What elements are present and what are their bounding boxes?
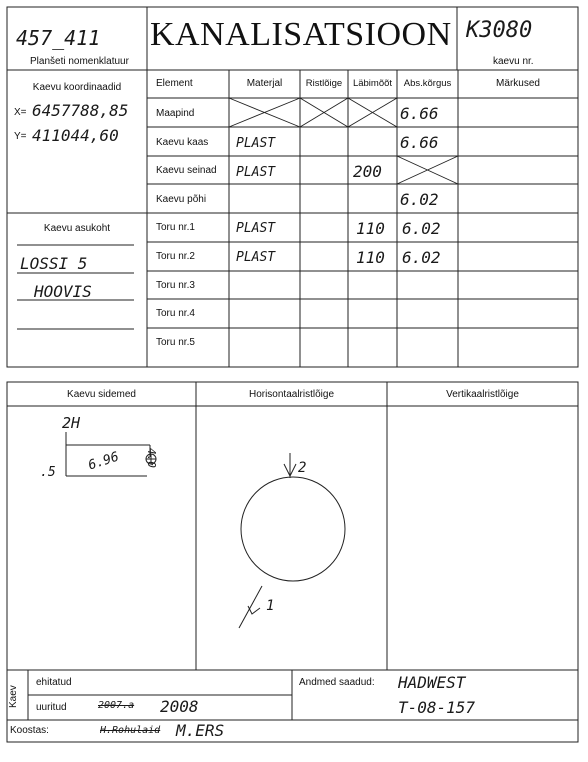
row-material: PLAST xyxy=(236,221,276,236)
row-material: PLAST xyxy=(236,250,276,265)
sheet-label: Planšeti nomenklatuur xyxy=(30,56,129,67)
ties-side-label: 4.0 xyxy=(145,448,158,468)
row-element: Toru nr.4 xyxy=(156,308,195,319)
col-header-element: Element xyxy=(156,78,193,89)
col-header-cross-section: Ristlõige xyxy=(305,78,343,89)
row-abs-height: 6.02 xyxy=(402,248,441,267)
row-element: Kaevu põhi xyxy=(156,194,207,205)
well-number: K3080 xyxy=(466,18,533,43)
data-from-company: HADWEST xyxy=(398,673,466,692)
row-abs-height: 6.66 xyxy=(400,104,439,123)
row-element: Kaevu seinad xyxy=(156,165,217,176)
col-header-material: Materjal xyxy=(246,78,283,89)
surveyed-year: 2008 xyxy=(160,697,199,716)
pipe-1-label: 1 xyxy=(266,598,275,614)
surveyed-old-year: 2007.a xyxy=(98,700,135,711)
page-title: KANALISATSIOON xyxy=(150,16,452,53)
well-side-label: Kaev xyxy=(8,685,19,708)
row-element: Kaevu kaas xyxy=(156,137,209,148)
ties-distance-label: 6.96 xyxy=(86,449,121,474)
well-label: kaevu nr. xyxy=(493,56,534,67)
x-prefix: X= xyxy=(14,107,27,118)
sheet-number: 457_411 xyxy=(16,26,101,50)
row-material: PLAST xyxy=(236,165,276,180)
vertical-section-label: Vertikaalristlõige xyxy=(446,389,519,400)
row-element: Toru nr.3 xyxy=(156,280,195,291)
location-line-1: LOSSI 5 xyxy=(20,254,88,273)
y-prefix: Y= xyxy=(14,131,27,142)
compiled-old-name: H.Rohulaid xyxy=(100,725,161,736)
col-header-notes: Märkused xyxy=(496,78,540,89)
row-element: Toru nr.1 xyxy=(156,222,195,233)
compiled-label: Koostas: xyxy=(10,725,49,736)
row-element: Toru nr.5 xyxy=(156,337,195,348)
data-from-code: T-08-157 xyxy=(398,698,476,717)
ties-label: Kaevu sidemed xyxy=(67,389,136,400)
ties-offset-label: .5 xyxy=(40,465,56,480)
col-header-diameter: Läbimõõt xyxy=(352,78,393,89)
data-from-label: Andmed saadud: xyxy=(299,677,375,688)
built-label: ehitatud xyxy=(36,677,72,688)
horizontal-section-label: Horisontaalristlõige xyxy=(248,389,335,400)
row-diameter: 110 xyxy=(356,248,385,267)
y-coordinate: 411044,60 xyxy=(32,126,119,145)
row-diameter: 200 xyxy=(353,162,382,181)
coordinates-label: Kaevu koordinaadid xyxy=(32,82,122,93)
location-label: Kaevu asukoht xyxy=(43,223,111,234)
row-abs-height: 6.02 xyxy=(402,219,441,238)
row-diameter: 110 xyxy=(356,219,385,238)
pipe-2-label: 2 xyxy=(298,460,307,476)
col-header-abs-height: Abs.kõrgus xyxy=(403,78,452,89)
row-material: PLAST xyxy=(236,136,276,151)
x-coordinate: 6457788,85 xyxy=(32,101,129,120)
surveyed-label: uuritud xyxy=(36,702,67,713)
row-abs-height: 6.66 xyxy=(400,133,439,152)
horizontal-section xyxy=(239,453,345,628)
ties-building-label: 2H xyxy=(62,414,81,432)
row-abs-height: 6.02 xyxy=(400,190,439,209)
compiled-name: M.ERS xyxy=(176,721,225,740)
row-element: Toru nr.2 xyxy=(156,251,195,262)
row-element: Maapind xyxy=(156,108,195,119)
location-line-2: HOOVIS xyxy=(34,282,92,301)
